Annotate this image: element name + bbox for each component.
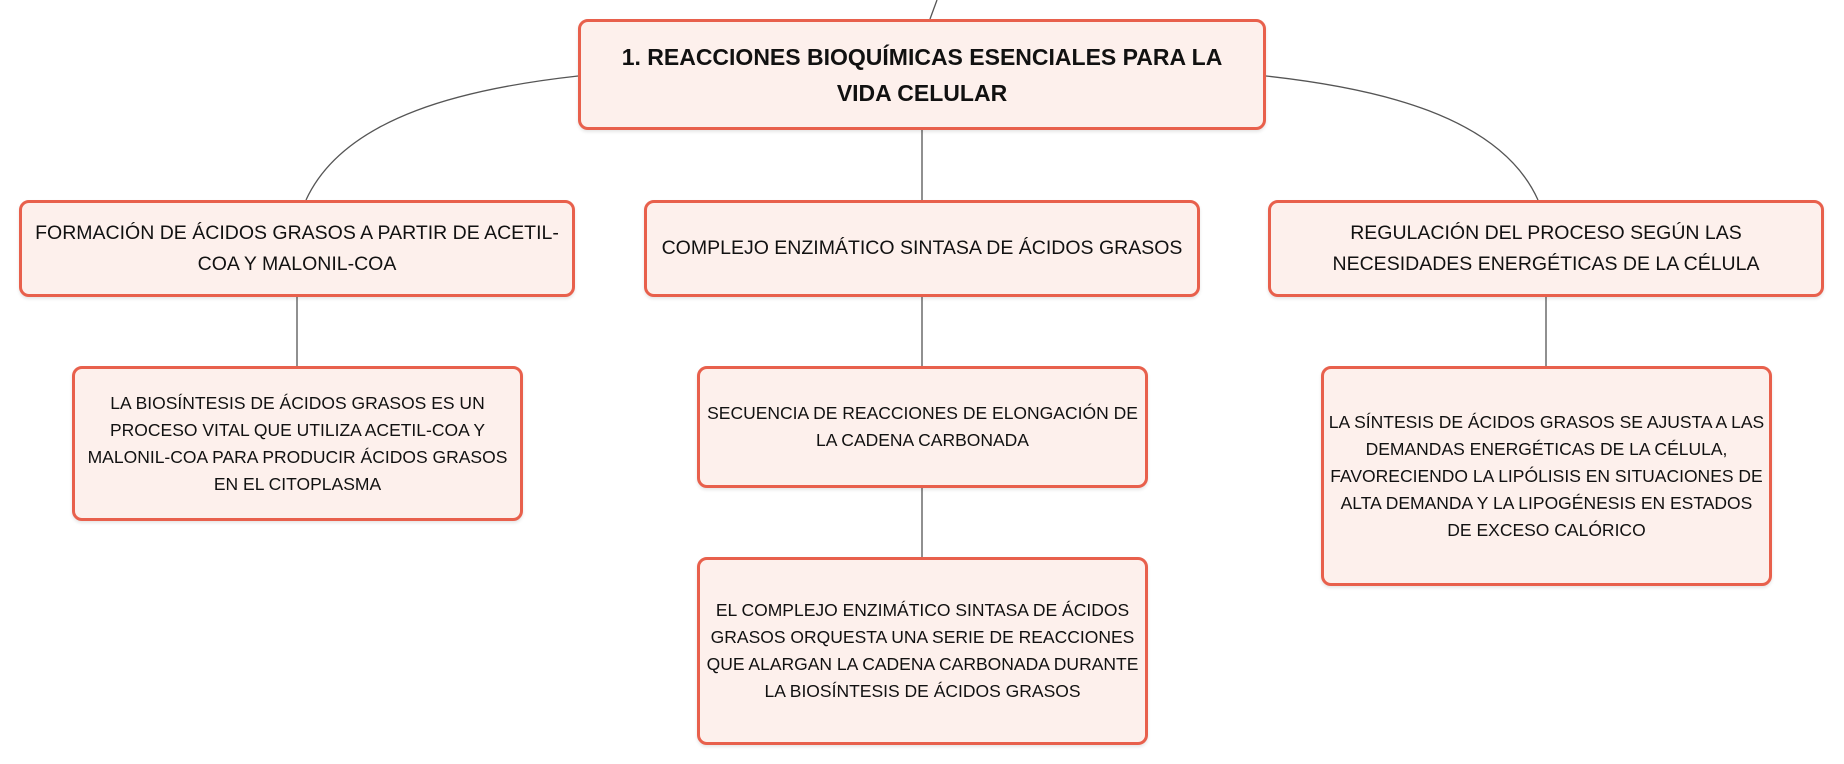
root-topic-label: 1. REACCIONES BIOQUÍMICAS ESENCIALES PARA LA VIDA CELULAR: [621, 43, 1223, 106]
subtopic-elongation-sequence[interactable]: [697, 366, 1148, 488]
subtopic-label: LA SÍNTESIS DE ÁCIDOS GRASOS SE AJUSTA A LAS DEMANDAS ENERGÉTICAS DE LA CÉLULA, FAVORECIENDO LA LIPÓLISIS EN SITUACIONES DE ALTA DEMANDA Y LA LIPOGÉNESIS EN ESTADOS DE EXCESO CALÓRICO: [1328, 411, 1765, 540]
subtopic-label: LA BIOSÍNTESIS DE ÁCIDOS GRASOS ES UN PROCESO VITAL QUE UTILIZA ACETIL-COA Y MALONIL-COA PARA PRODUCIR ÁCIDOS GRASOS EN EL CITOPLASMA: [87, 392, 508, 494]
branch-topic-label: FORMACIÓN DE ÁCIDOS GRASOS A PARTIR DE ACETIL-COA Y MALONIL-COA: [35, 221, 559, 275]
branch-topic-process-regulation[interactable]: [1268, 200, 1824, 297]
branch-topic-label: COMPLEJO ENZIMÁTICO SINTASA DE ÁCIDOS GRASOS: [661, 237, 1183, 259]
connector-parent-root: [930, 0, 937, 19]
branch-topic-enzyme-complex[interactable]: [644, 200, 1200, 297]
subtopic-label: SECUENCIA DE REACCIONES DE ELONGACIÓN DE LA CADENA CARBONADA: [707, 403, 1138, 450]
branch-topic-fatty-acid-formation[interactable]: [19, 200, 575, 297]
connector-root-branch-1: [306, 76, 578, 200]
root-topic[interactable]: [578, 19, 1266, 130]
subtopic-regulation-description[interactable]: [1321, 366, 1772, 586]
subtopic-biosynthesis-description[interactable]: [72, 366, 523, 521]
subtopic-enzyme-complex-description[interactable]: [697, 557, 1148, 745]
subtopic-label: EL COMPLEJO ENZIMÁTICO SINTASA DE ÁCIDOS GRASOS ORQUESTA UNA SERIE DE REACCIONES QUE ALARGAN LA CADENA CARBONADA DURANTE LA BIOSÍNTESIS DE ÁCIDOS GRASOS: [706, 600, 1139, 701]
connector-root-branch-3: [1266, 76, 1538, 200]
branch-topic-label: REGULACIÓN DEL PROCESO SEGÚN LAS NECESIDADES ENERGÉTICAS DE LA CÉLULA: [1332, 221, 1760, 275]
